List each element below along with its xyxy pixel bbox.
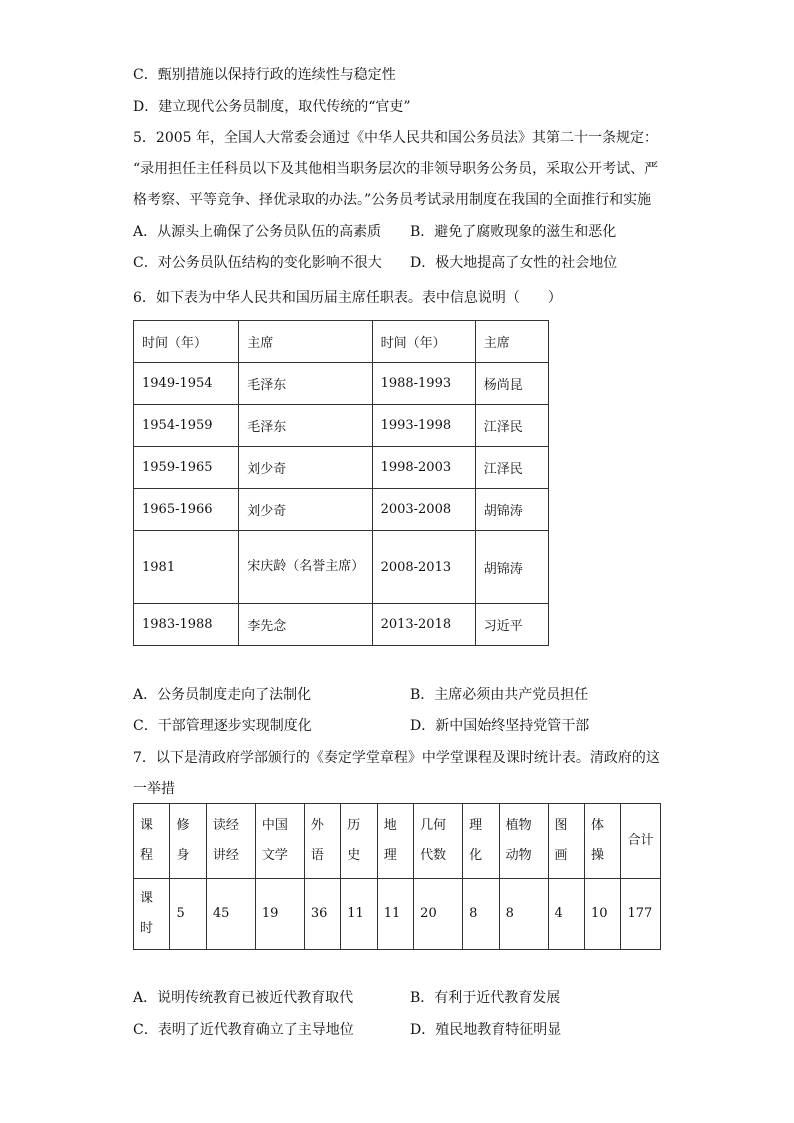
q5-stem-line-3: 格考察、平等竞争、择优录取的办法。”公务员考试录用制度在我国的全面推行和实施 xyxy=(133,192,652,208)
q5-stem-line-2: “录用担任主任科员以下及其他相当职务层次的非领导职务公务员，采取公开考试、严 xyxy=(133,161,659,177)
q5-stem-line-1: 5．2005 年，全国人大常委会通过《中华人民共和国公务员法》其第二十一条规定： xyxy=(133,130,658,146)
table-cell: 课时 xyxy=(134,879,170,950)
table-header-cell: 地理 xyxy=(377,804,413,879)
table-cell: 1949-1954 xyxy=(134,363,239,405)
table-cell: 习近平 xyxy=(475,604,548,646)
table-cell: 1954-1959 xyxy=(134,405,239,447)
table-cell: 胡锦涛 xyxy=(475,531,548,604)
table-header-cell: 修身 xyxy=(170,804,206,879)
table-cell: 1965-1966 xyxy=(134,489,239,531)
table-cell: 11 xyxy=(341,879,377,950)
q6-option-c: C．干部管理逐步实现制度化 xyxy=(133,718,312,734)
table-cell: 毛泽东 xyxy=(239,405,372,447)
table-cell: 19 xyxy=(255,879,304,950)
table-row xyxy=(134,405,549,447)
q6-option-d: D．新中国始终坚持党管干部 xyxy=(410,718,590,734)
table-header-cell: 时间（年） xyxy=(134,321,239,363)
table-header-cell: 时间（年） xyxy=(372,321,475,363)
q6-option-b: B．主席必须由共产党员担任 xyxy=(410,687,589,703)
q7-option-d: D．殖民地教育特征明显 xyxy=(410,1022,562,1038)
chairman-table xyxy=(133,320,549,646)
table-cell: 20 xyxy=(414,879,463,950)
q7-stem-line-1: 7．以下是清政府学部颁行的《奏定学堂章程》中学堂课程及课时统计表。清政府的这 xyxy=(133,750,660,766)
q6-stem: 6．如下表为中华人民共和国历届主席任职表。表中信息说明（ ） xyxy=(133,290,562,306)
table-header-cell: 外语 xyxy=(304,804,340,879)
curriculum-table xyxy=(133,803,661,950)
table-cell: 李先念 xyxy=(239,604,372,646)
q5-option-a: A．从源头上确保了公务员队伍的高素质 xyxy=(133,224,382,240)
table-header-cell: 几何代数 xyxy=(414,804,463,879)
q7-option-b: B．有利于近代教育发展 xyxy=(410,990,561,1006)
table-cell: 2013-2018 xyxy=(372,604,475,646)
table-header-cell: 课程 xyxy=(134,804,170,879)
table-cell: 毛泽东 xyxy=(239,363,372,405)
table-cell: 45 xyxy=(206,879,255,950)
table-cell: 177 xyxy=(621,879,661,950)
table-cell: 胡锦涛 xyxy=(475,489,548,531)
q5-option-d: D．极大地提高了女性的社会地位 xyxy=(410,255,618,271)
table-header-cell: 主席 xyxy=(239,321,372,363)
table-cell: 8 xyxy=(463,879,499,950)
table-cell: 5 xyxy=(170,879,206,950)
table-cell: 1981 xyxy=(134,531,239,604)
table-header-row xyxy=(134,321,549,363)
table-cell: 杨尚昆 xyxy=(475,363,548,405)
table-row xyxy=(134,363,549,405)
q7-stem-line-2: 一举措 xyxy=(133,781,175,797)
table-cell: 1983-1988 xyxy=(134,604,239,646)
table-header-cell: 主席 xyxy=(475,321,548,363)
table-cell: 宋庆龄（名誉主席） xyxy=(239,531,372,604)
q5-option-b: B．避免了腐败现象的滋生和恶化 xyxy=(410,224,617,240)
table-cell: 1993-1998 xyxy=(372,405,475,447)
table-row xyxy=(134,604,549,646)
table-row xyxy=(134,489,549,531)
table-cell: 11 xyxy=(377,879,413,950)
table-header-cell: 植物动物 xyxy=(499,804,548,879)
table-cell: 江泽民 xyxy=(475,447,548,489)
q7-option-c: C．表明了近代教育确立了主导地位 xyxy=(133,1022,354,1038)
table-header-cell: 体操 xyxy=(584,804,620,879)
table-cell: 江泽民 xyxy=(475,405,548,447)
table-cell: 1988-1993 xyxy=(372,363,475,405)
table-cell: 4 xyxy=(548,879,584,950)
table-row xyxy=(134,879,661,950)
table-row xyxy=(134,531,549,604)
table-header-cell: 历史 xyxy=(341,804,377,879)
table-cell: 8 xyxy=(499,879,548,950)
q4-option-d: D．建立现代公务员制度，取代传统的“官吏” xyxy=(133,99,411,115)
q7-option-a: A．说明传统教育已被近代教育取代 xyxy=(133,990,354,1006)
table-cell: 刘少奇 xyxy=(239,489,372,531)
table-header-cell: 理化 xyxy=(463,804,499,879)
table-header-cell: 图画 xyxy=(548,804,584,879)
q5-option-c: C．对公务员队伍结构的变化影响不很大 xyxy=(133,255,382,271)
table-header-cell: 读经讲经 xyxy=(206,804,255,879)
table-cell: 2008-2013 xyxy=(372,531,475,604)
table-header-row xyxy=(134,804,661,879)
table-header-cell: 合计 xyxy=(621,804,661,879)
table-cell: 1959-1965 xyxy=(134,447,239,489)
q6-option-a: A．公务员制度走向了法制化 xyxy=(133,687,312,703)
table-cell: 2003-2008 xyxy=(372,489,475,531)
table-row xyxy=(134,447,549,489)
q4-option-c: C．甄别措施以保持行政的连续性与稳定性 xyxy=(133,67,396,83)
table-cell: 10 xyxy=(584,879,620,950)
table-cell: 1998-2003 xyxy=(372,447,475,489)
table-cell: 36 xyxy=(304,879,340,950)
table-cell: 刘少奇 xyxy=(239,447,372,489)
table-header-cell: 中国文学 xyxy=(255,804,304,879)
